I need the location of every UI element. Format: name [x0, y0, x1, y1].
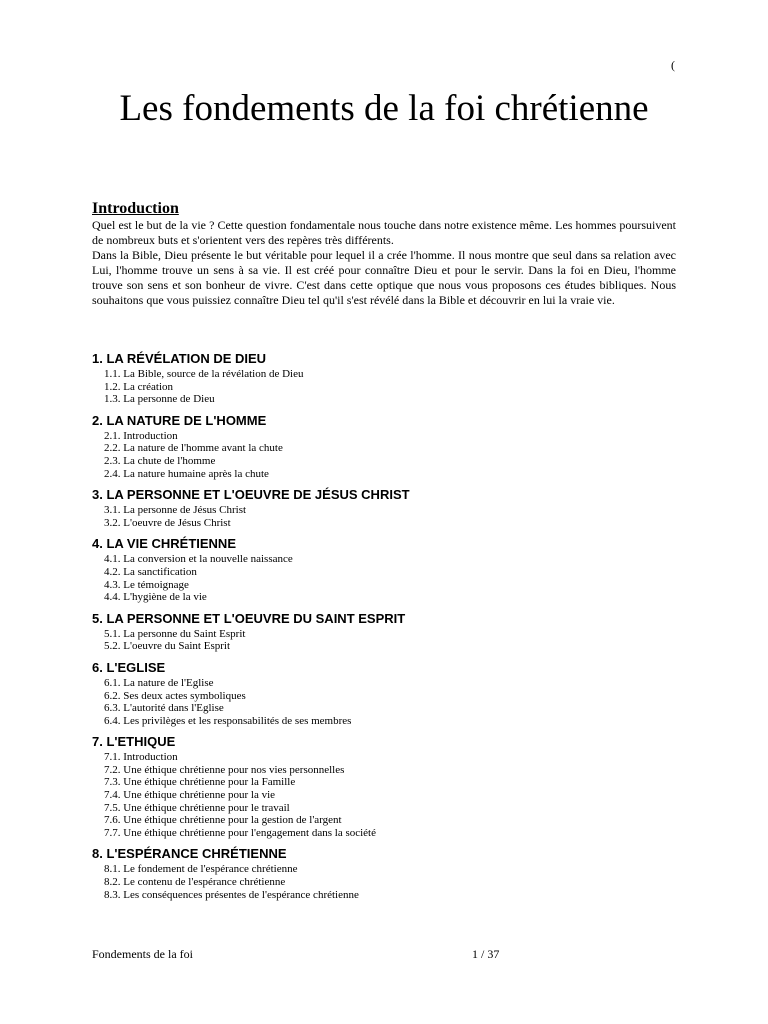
toc-section [92, 845, 676, 901]
toc-subsection-item: 2.3. La chute de l'homme [104, 454, 216, 467]
toc-subsection-item: 6.3. L'autorité dans l'Eglise [104, 702, 224, 715]
toc-subsection-item: 7.7. Une éthique chrétienne pour l'engagement dans la société [104, 826, 376, 839]
toc-section [92, 610, 676, 653]
introduction-paragraph: Quel est le but de la vie ? Cette question fondamentale nous touche dans notre existence même. Les hommes poursuivent de nombreux buts et s'orientent vers des repères très différents. [92, 218, 676, 247]
toc-section-heading: 4. LA VIE CHRÉTIENNE [92, 536, 236, 552]
toc-section [92, 535, 676, 603]
toc-subsection-item: 7.6. Une éthique chrétienne pour la gestion de l'argent [104, 814, 342, 827]
toc-section [92, 412, 676, 480]
toc-subsection-item: 4.2. La sanctification [104, 565, 197, 578]
toc-subsection-item: 6.2. Ses deux actes symboliques [104, 689, 246, 702]
footer-document-name: Fondements de la foi [92, 947, 193, 961]
introduction-paragraph: Dans la Bible, Dieu présente le but véritable pour lequel il a crée l'homme. Il nous montre que seul dans sa relation avec Lui, l'homme trouve un sens à sa vie. Il est créé pour connaître Dieu et pour le servir. Dans la foi en Dieu, l'homme trouve son sens et son bonheur de vivre. C'est dans cette optique que nous vous proposons ces études bibliques. Nous souhaitons que vous puissiez connaître Dieu tel qu'il s'est révélé dans la Bible et découvrir en lui la vraie vie. [92, 248, 676, 307]
footer-page-number: 1 / 37 [472, 947, 500, 961]
table-of-contents [92, 350, 676, 907]
toc-subsection-item: 2.4. La nature humaine après la chute [104, 467, 269, 480]
toc-section [92, 350, 676, 406]
toc-subsection-item: 4.1. La conversion et la nouvelle naissance [104, 553, 293, 566]
toc-subsection-item: 7.5. Une éthique chrétienne pour le travail [104, 801, 290, 814]
toc-subsection-item: 4.4. L'hygiène de la vie [104, 591, 207, 604]
toc-section-heading: 2. LA NATURE DE L'HOMME [92, 412, 267, 428]
toc-subsection-item: 8.3. Les conséquences présentes de l'espérance chrétienne [104, 888, 359, 901]
toc-subsection-item: 7.2. Une éthique chrétienne pour nos vies personnelles [104, 763, 345, 776]
toc-subsection-item: 3.2. L'oeuvre de Jésus Christ [104, 516, 231, 529]
toc-subsection-item: 7.4. Une éthique chrétienne pour la vie [104, 789, 276, 802]
toc-subsection-item: 4.3. Le témoignage [104, 578, 189, 591]
toc-subsection-item: 5.2. L'oeuvre du Saint Esprit [104, 640, 231, 653]
toc-section-heading: 8. L'ESPÉRANCE CHRÉTIENNE [92, 846, 287, 862]
toc-subsection-item: 2.2. La nature de l'homme avant la chute [104, 442, 283, 455]
toc-subsection-item: 1.1. La Bible, source de la révélation de Dieu [104, 368, 304, 380]
toc-section [92, 659, 676, 727]
toc-subsection-item: 5.1. La personne du Saint Esprit [104, 627, 246, 640]
toc-section-heading: 1. LA RÉVÉLATION DE DIEU [92, 351, 267, 366]
toc-section [92, 733, 676, 839]
toc-section-heading: 5. LA PERSONNE ET L'OEUVRE DU SAINT ESPRIT [92, 610, 406, 626]
toc-subsection-item: 8.1. Le fondement de l'espérance chrétienne [104, 863, 298, 876]
toc-subsection-item: 7.3. Une éthique chrétienne pour la Famille [104, 776, 296, 789]
toc-subsection-item: 1.2. La création [104, 380, 174, 393]
toc-subsection-item: 6.1. La nature de l'Eglise [104, 676, 214, 689]
toc-section-heading: 3. LA PERSONNE ET L'OEUVRE DE JÉSUS CHRIST [92, 487, 410, 503]
toc-subsection-item: 2.1. Introduction [104, 429, 178, 442]
document-title: Les fondements de la foi chrétienne [119, 88, 649, 129]
toc-subsection-item: 8.2. Le contenu de l'espérance chrétienne [104, 876, 286, 889]
toc-section [92, 486, 676, 529]
toc-subsection-item: 1.3. La personne de Dieu [104, 393, 215, 406]
corner-mark: ( [671, 58, 675, 72]
introduction-section [92, 200, 676, 308]
toc-subsection-item: 7.1. Introduction [104, 751, 178, 764]
toc-subsection-item: 3.1. La personne de Jésus Christ [104, 504, 247, 517]
toc-section-heading: 6. L'EGLISE [92, 659, 166, 675]
toc-section-heading: 7. L'ETHIQUE [92, 734, 176, 750]
toc-subsection-item: 6.4. Les privilèges et les responsabilités de ses membres [104, 714, 352, 727]
introduction-heading: Introduction [92, 200, 179, 217]
